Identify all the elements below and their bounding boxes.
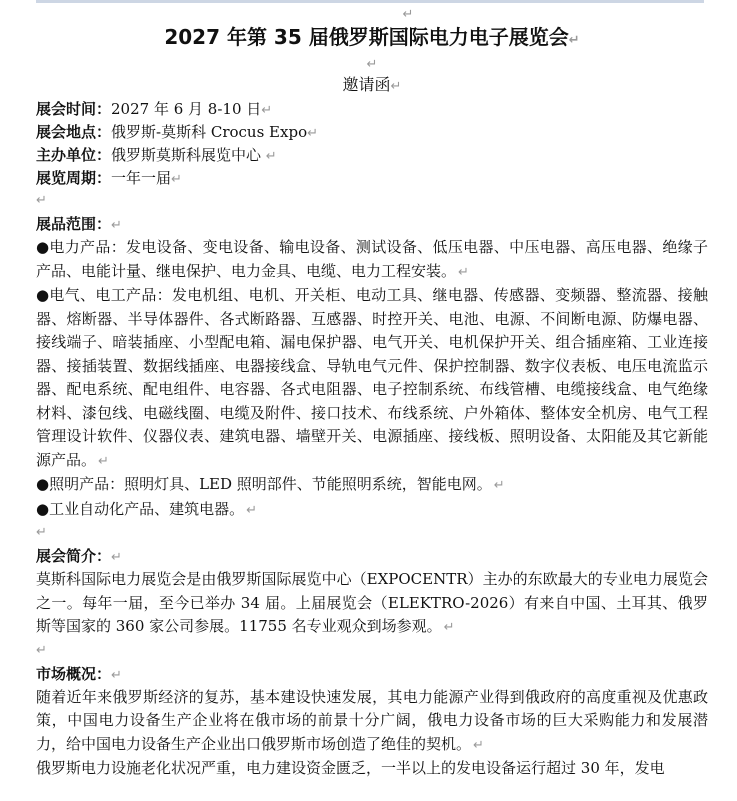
document-title: 2027 年第 35 届俄罗斯国际电力电子展览会↵: [164, 25, 580, 49]
document-page: [36, 6, 708, 781]
product-item-power: ●电力产品：发电设备、变电设备、输电设备、测试设备、低压电器、中压电器、高压电器、绝缘子产品、电能计量、继电保护、电力金具、电缆、电力工程安装。 ↵: [36, 238, 708, 280]
info-time: 展会时间：2027 年 6 月 8-10 日↵: [36, 100, 273, 118]
info-location: 展会地点：俄罗斯-莫斯科 Crocus Expo↵: [36, 123, 319, 141]
empty-line: ↵: [366, 57, 378, 72]
market-paragraph-2: 俄罗斯电力设施老化状况严重，电力建设资金匮乏，一半以上的发电设备运行超过 30 年，发电: [36, 759, 665, 777]
intro-paragraph: 莫斯科国际电力展览会是由俄罗斯国际展览中心（EXPOCENTR）主办的东欧最大的专业电力展览会之一。每年一届，至今已举办 34 届。上届展览会（ELEKTRO-2026）有来自中国、土耳其、俄罗斯等国家的 360 家公司参展。11755 名专业观众到场参观。 ↵: [36, 570, 708, 635]
intro-heading: 展会简介：↵: [36, 547, 122, 565]
top-border: [36, 0, 704, 3]
product-item-lighting: ●照明产品：照明灯具、LED 照明部件、节能照明系统，智能电网。 ↵: [36, 475, 505, 493]
document-subtitle: 邀请函↵: [342, 75, 402, 94]
empty-line: ↵: [36, 193, 47, 208]
info-cycle: 展览周期：一年一届↵: [36, 169, 182, 187]
products-heading: 展品范围：↵: [36, 215, 122, 233]
product-item-automation: ●工业自动化产品、建筑电器。 ↵: [36, 499, 257, 518]
market-paragraph-1: 随着近年来俄罗斯经济的复苏，基本建设快速发展，其电力能源产业得到俄政府的高度重视及优惠政策，中国电力设备生产企业将在俄市场的前景十分广阔，俄电力设备市场的巨大采购能力和发展潜力，给中国电力设备生产企业出口俄罗斯市场创造了绝佳的契机。 ↵: [36, 687, 708, 753]
empty-line: ↵: [36, 642, 47, 658]
info-organizer: 主办单位：俄罗斯莫斯科展览中心 ↵: [36, 146, 277, 164]
empty-line: ↵: [36, 525, 47, 540]
product-item-electrical: ●电气、电工产品：发电机组、电机、开关柜、电动工具、继电器、传感器、变频器、整流器、接触器、熔断器、半导体器件、各式断路器、互感器、时控开关、电池、电源、不间断电源、防爆电器、接线端子、暗装插座、小型配电箱、漏电保护器、电气开关、电机保护开关、组合插座箱、工业连接器、接插装置、数据线插座、电器接线盒、导轨电气元件、保护控制器、数字仪表板、电压电流监示器、配电系统、配电组件、电容器、各式电阻器、电子控制系统、布线管槽、电缆接线盒、电气绝缘材料、漆包线、电磁线圈、电缆及附件、接口技术、布线系统、户外箱体、整体安全机房、电气工程管理设计软件、仪器仪表、建筑电器、墙壁开关、电源插座、接线板、照明设备、太阳能及其它新能源产品。 ↵: [36, 286, 708, 469]
market-heading: 市场概况：↵: [36, 664, 122, 683]
empty-line: ↵: [402, 7, 414, 20]
